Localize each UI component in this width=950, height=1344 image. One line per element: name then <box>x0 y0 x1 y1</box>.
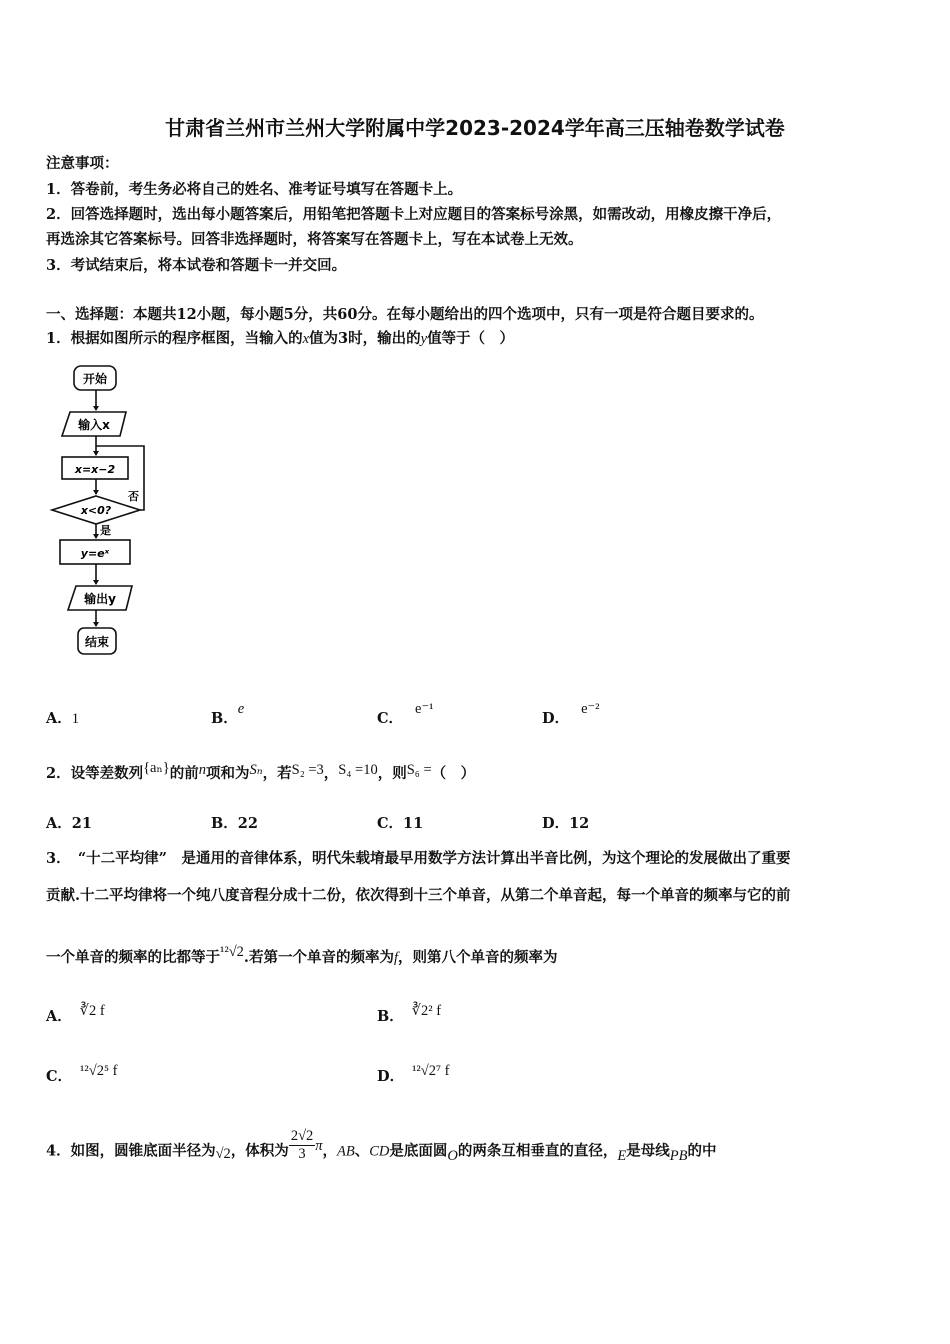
q3-option-c: C． ¹²√2⁵ f <box>46 1063 118 1085</box>
question-3-line-1: 3． “十二平均律” 是通用的音律体系，明代朱载堉最早用数学方法计算出半音比例，为这个理论的发展做出了重要 <box>46 850 791 867</box>
notice-item-2-cont: 再选涂其它答案标号。回答非选择题时，将答案写在答题卡上，写在本试卷上无效。 <box>46 231 583 248</box>
flow-yes-label: 是 <box>100 524 111 537</box>
q1-option-d: D．e⁻² <box>542 701 600 727</box>
notice-item-3: 3．考试结束后，将本试卷和答题卡一并交回。 <box>46 257 347 274</box>
question-3-line-3: 一个单音的频率的比都等于¹²√2.若第一个单音的频率为f，则第八个单音的频率为 <box>46 944 558 966</box>
flowchart <box>48 362 158 662</box>
q2-option-b: B．22 <box>211 815 258 832</box>
flow-output-label: 输出y <box>84 592 116 606</box>
q1-option-c: C．e⁻¹ <box>377 701 434 727</box>
question-4-stem: 4．如图，圆锥底面半径为√2，体积为 $\frac{2√2}{3}$ π，AB、CD是底面圆O的两条互相垂直的直径，E是母线PB的中 <box>46 1128 717 1164</box>
page-title: 甘肃省兰州市兰州大学附属中学2023-2024学年高三压轴卷数学试卷 <box>165 116 785 140</box>
question-3-line-2: 贡献.十二平均律将一个纯八度音程分成十二份，依次得到十三个单音，从第二个单音起，每一个单音的频率与它的前 <box>46 887 791 904</box>
flow-calc-label: y=eˣ <box>80 547 110 560</box>
q3-option-b: B． ∛2² f <box>377 1003 442 1025</box>
volume-fraction: $\frac{2√2}{3}$ <box>290 1128 314 1162</box>
notice-item-2: 2．回答选择题时，选出每小题答案后，用铅笔把答题卡上对应题目的答案标号涂黑，如需改动，用橡皮擦干净后， <box>46 206 782 223</box>
q2-option-a: A．21 <box>46 815 92 832</box>
question-2-stem: 2．设等差数列{aₙ}的前n项和为Sₙ，若S₂ =3，S₄ =10，则S₆ =（ ） <box>46 760 476 782</box>
flow-end-label: 结束 <box>84 635 110 649</box>
q3-option-d: D． ¹²√2⁷ f <box>377 1063 450 1085</box>
notice-item-1: 1．答卷前，考生务必将自己的姓名、准考证号填写在答题卡上。 <box>46 181 463 198</box>
q1-option-a: A．1 <box>46 710 80 727</box>
q2-option-c: C．11 <box>377 815 424 832</box>
flow-input-label: 输入x <box>78 418 110 432</box>
flow-condition-label: x<0? <box>80 504 112 517</box>
q3-option-a: A． ∛2 f <box>46 1003 105 1025</box>
notice-heading: 注意事项： <box>46 155 119 172</box>
question-1-stem: 1．根据如图所示的程序框图，当输入的x值为3时，输出的y值等于（ ） <box>46 330 515 347</box>
flow-no-label: 否 <box>128 490 139 503</box>
section-heading: 一、选择题：本题共12小题，每小题5分，共60分。在每小题给出的四个选项中，只有一项是符合题目要求的。 <box>46 306 764 323</box>
flow-assign-label: x=x−2 <box>74 463 116 476</box>
flow-start-label: 开始 <box>82 372 108 386</box>
q2-option-d: D．12 <box>542 815 590 832</box>
q1-option-b: B．e <box>211 701 245 727</box>
